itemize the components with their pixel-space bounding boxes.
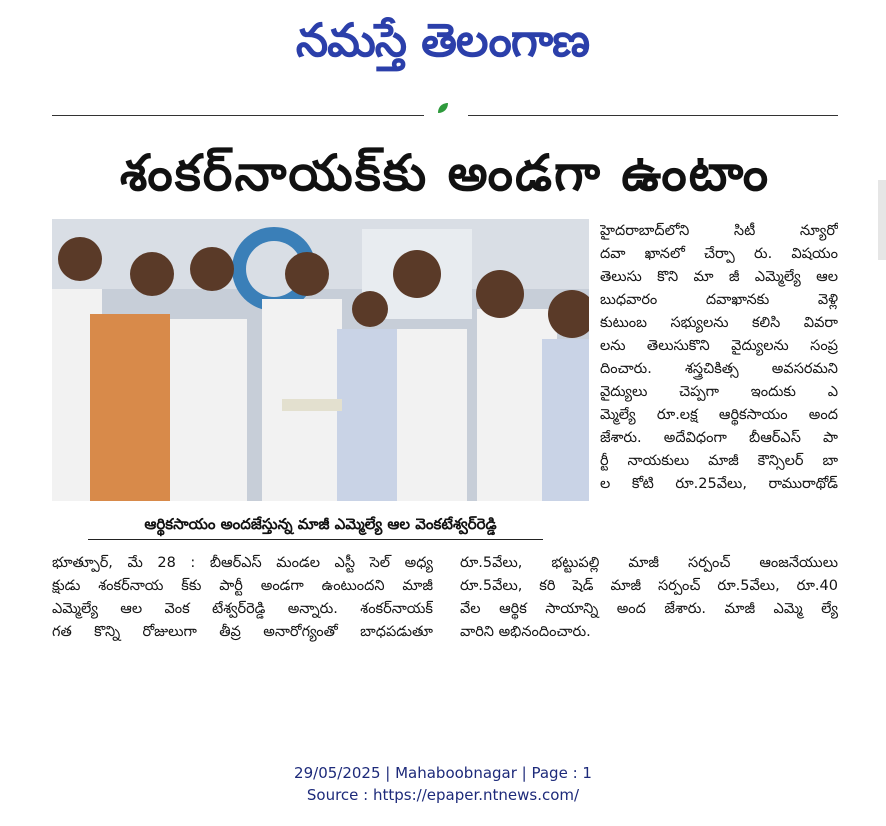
text-line: రూ.5వేలు, కరి షెడ్ మాజీ సర్పంచ్ రూ.5వేలు, రూ.40: [460, 578, 838, 594]
text-line: వైద్యులు చెప్పగా ఇందుకు ఎ: [600, 384, 838, 400]
divider-left: [52, 115, 424, 116]
text-line: వారిని అభినందించారు.: [460, 624, 591, 640]
article-column-left: [52, 552, 433, 644]
divider-right: [468, 115, 838, 116]
masthead: [0, 0, 886, 80]
footer-date-edition: 29/05/2025 | Mahaboobnagar | Page : 1: [294, 764, 592, 782]
text-line: దించారు. శస్త్రచికిత్స అవసరమని: [600, 361, 838, 377]
text-line: మ్మెల్యే రూ.లక్ష ఆర్థికసాయం అంద: [600, 407, 838, 423]
text-line: తెలుసు కొని మా జీ ఎమ్మెల్యే ఆల: [600, 269, 838, 285]
text-line: వేల ఆర్థిక సాయాన్ని అంద జేశారు. మాజీ ఎమ్మె ల్యే: [460, 601, 838, 617]
text-line: దవా ఖానలో చేర్పా రు. విషయం: [600, 246, 838, 262]
article-column-middle: [460, 552, 838, 644]
photo-caption: ఆర్థికసాయం అందజేస్తున్న మాజీ ఎమ్మెల్యే ఆల వెంకటేశ్వర్‌రెడ్డి: [144, 515, 497, 533]
text-line: గత కొన్ని రోజులుగా తీవ్ర అనారోగ్యంతో బాధపడుతూ: [52, 624, 433, 640]
adjacent-page-edge: [878, 180, 886, 260]
caption-underline: [88, 539, 543, 540]
header-rule: [52, 95, 838, 117]
footer-source-link[interactable]: Source : https://epaper.ntnews.com/: [306, 786, 580, 804]
text-line: ఎమ్మెల్యే ఆల వెంక టేశ్వర్‌రెడ్డి అన్నారు. శంకర్‌నాయక్: [52, 601, 433, 617]
text-line: భూత్పూర్, మే 28 : బీఆర్‌ఎస్ మండల ఎస్టీ సెల్ అధ్య: [52, 555, 433, 571]
article-column-right: [600, 220, 838, 496]
newspaper-logo: నమస్తే తెలంగాణ: [295, 13, 590, 67]
leaf-icon: [436, 101, 450, 115]
page-footer: [0, 762, 886, 806]
text-line: జేశారు. అదేవిధంగా బీఆర్‌ఎస్ పా: [600, 430, 838, 446]
text-line: రూ.5వేలు, భట్టుపల్లి మాజీ సర్పంచ్ ఆంజనేయులు: [460, 555, 838, 571]
text-line: హైదరాబాద్‌లోని సిటీ న్యూరో: [600, 223, 838, 239]
text-line: కుటుంబ సభ్యులను కలిసి వివరా: [600, 315, 838, 331]
text-line: లను తెలుసుకొని వైద్యులను సంప్ర: [600, 338, 838, 354]
text-line: ర్టీ నాయకులు మాజీ కౌన్సిలర్ బా: [600, 453, 838, 469]
text-line: బుధవారం దవాఖానకు వెళ్లి: [600, 292, 838, 308]
text-line: ల కోటి రూ.25వేలు, రామురాథోడ్: [600, 476, 838, 492]
text-line: క్షుడు శంకర్‌నాయ క్‌కు పార్టీ అండగా ఉంటుందని మాజీ: [52, 578, 433, 594]
news-photo: [52, 219, 589, 501]
article-headline: శంకర్‌నాయక్‌కు అండగా ఉంటాం: [119, 144, 771, 202]
